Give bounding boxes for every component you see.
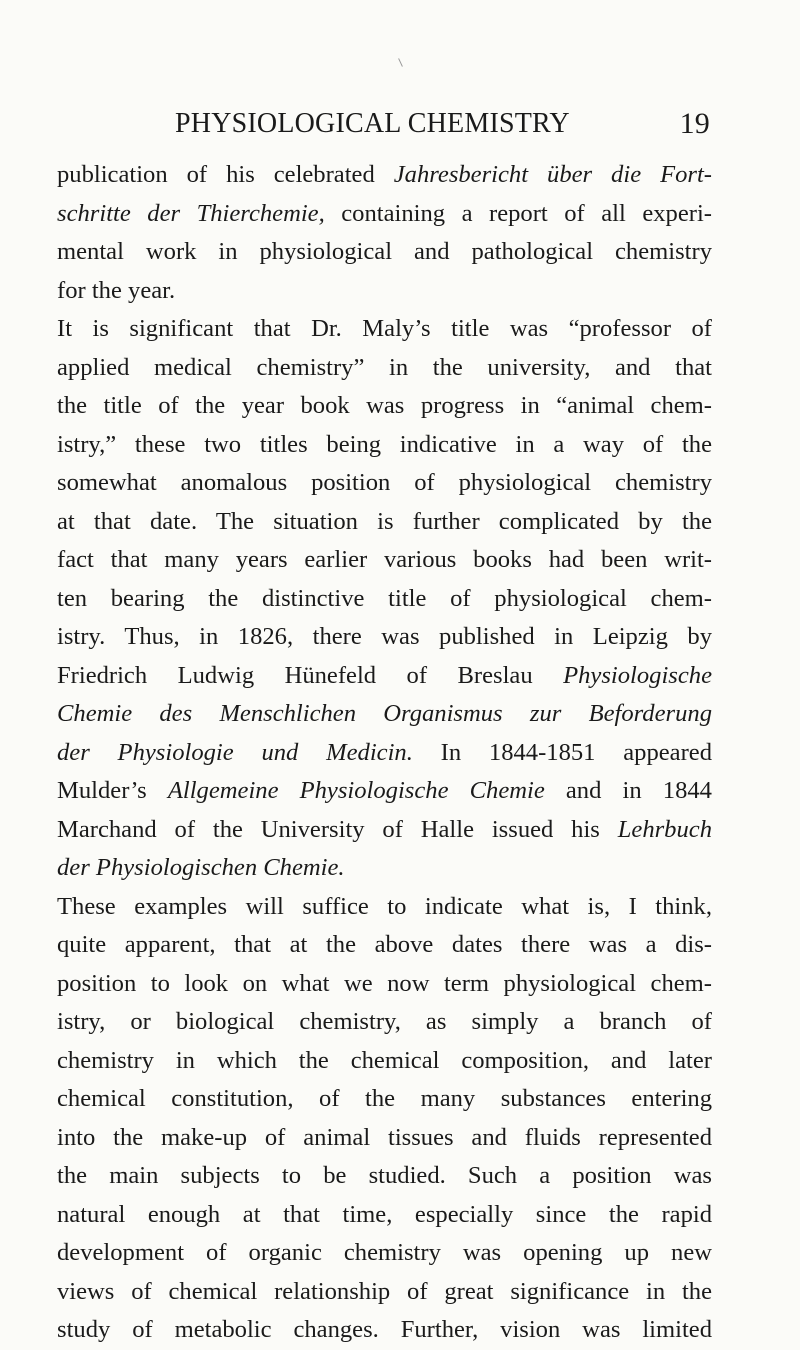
text-line <box>57 926 712 965</box>
text-line <box>57 695 712 734</box>
italic-title-segment: Physiologische <box>563 661 712 689</box>
text-segment: applied medical chemistry” in the university, and that <box>57 353 712 381</box>
text-segment: at that date. The situation is further complicated by the <box>57 507 712 535</box>
text-line <box>57 1042 712 1081</box>
text-line <box>57 272 712 311</box>
text-segment: somewhat anomalous position of physiological chemistry <box>57 469 712 496</box>
text-line <box>57 349 712 388</box>
text-segment: In 1844-1851 appeared <box>412 738 712 766</box>
page-number: 19 <box>679 107 710 140</box>
text-line <box>57 464 712 503</box>
italic-title-segment: der Physiologischen Chemie. <box>57 854 345 881</box>
text-segment: for the year. <box>57 276 176 304</box>
text-segment: istry. Thus, in 1826, there was published in Leipzig by <box>57 623 712 650</box>
text-segment: study of metabolic changes. Further, vision was limited <box>57 1316 712 1343</box>
text-line <box>57 1311 712 1350</box>
text-line <box>57 1119 712 1158</box>
text-segment: the main subjects to be studied. Such a position was <box>57 1162 712 1189</box>
text-line <box>57 156 712 195</box>
text-line <box>57 310 712 349</box>
text-segment: quite apparent, that at the above dates there was a dis- <box>57 931 712 958</box>
italic-title-segment: Allgemeine Physiologische Chemie <box>167 777 545 804</box>
italic-title-segment: Jahresbericht über die Fort- <box>393 161 712 188</box>
text-line <box>57 1196 712 1235</box>
text-line <box>57 1273 712 1312</box>
text-line <box>57 1080 712 1119</box>
text-line <box>57 580 712 619</box>
text-line <box>57 849 712 888</box>
body-text <box>57 156 712 1350</box>
text-segment: development of organic chemistry was opening up new <box>57 1239 712 1266</box>
text-segment: into the make-up of animal tissues and fluids represented <box>57 1123 712 1151</box>
text-segment: ten bearing the distinctive title of physiological chem- <box>57 584 712 612</box>
text-line <box>57 657 712 696</box>
text-line <box>57 541 712 580</box>
text-segment: mental work in physiological and pathological chemistry <box>57 238 712 265</box>
text-segment: These examples will suffice to indicate what is, I think, <box>57 892 712 920</box>
italic-title-segment: Lehrbuch <box>617 815 712 843</box>
text-line <box>57 734 712 773</box>
text-segment: istry, or biological chemistry, as simply a branch of <box>57 1008 712 1035</box>
text-segment: position to look on what we now term physiological chem- <box>57 969 712 997</box>
text-segment: Friedrich Ludwig Hünefeld of Breslau <box>57 661 564 689</box>
text-line <box>57 618 712 657</box>
text-segment: Marchand of the University of Halle issued his <box>57 815 618 843</box>
text-segment: and in 1844 <box>544 777 712 804</box>
italic-title-segment: der Physiologie und Medicin. <box>57 738 413 766</box>
text-line <box>57 426 712 465</box>
italic-title-segment: schritte der Thierchemie, <box>57 199 325 227</box>
text-segment: It is significant that Dr. Maly’s title was “professor of <box>57 315 712 342</box>
text-line <box>57 1234 712 1273</box>
text-line <box>57 1157 712 1196</box>
text-line <box>57 233 712 272</box>
text-line <box>57 965 712 1004</box>
text-segment: natural enough at that time, especially since the rapid <box>57 1200 712 1228</box>
text-line <box>57 811 712 850</box>
text-segment: views of chemical relationship of great significance in the <box>57 1277 712 1305</box>
italic-title-segment: Chemie des Menschlichen Organismus zur Beforderung <box>57 700 712 727</box>
text-line <box>57 1003 712 1042</box>
text-line <box>57 503 712 542</box>
text-line <box>57 888 712 927</box>
running-head <box>175 104 710 144</box>
text-segment: containing a report of all experi- <box>324 199 712 227</box>
text-segment: chemical constitution, of the many substances entering <box>57 1085 712 1112</box>
text-segment: fact that many years earlier various books had been writ- <box>57 546 712 573</box>
stray-print-mark <box>398 58 403 67</box>
text-line <box>57 387 712 426</box>
text-line <box>57 195 712 234</box>
text-segment: Mulder’s <box>57 777 168 804</box>
text-line <box>57 772 712 811</box>
text-segment: istry,” these two titles being indicative in a way of the <box>57 430 712 458</box>
text-segment: chemistry in which the chemical composition, and later <box>57 1046 712 1074</box>
running-title: PHYSIOLOGICAL CHEMISTRY <box>175 108 570 139</box>
text-segment: the title of the year book was progress in “animal chem- <box>57 392 712 419</box>
text-segment: publication of his celebrated <box>57 161 394 188</box>
